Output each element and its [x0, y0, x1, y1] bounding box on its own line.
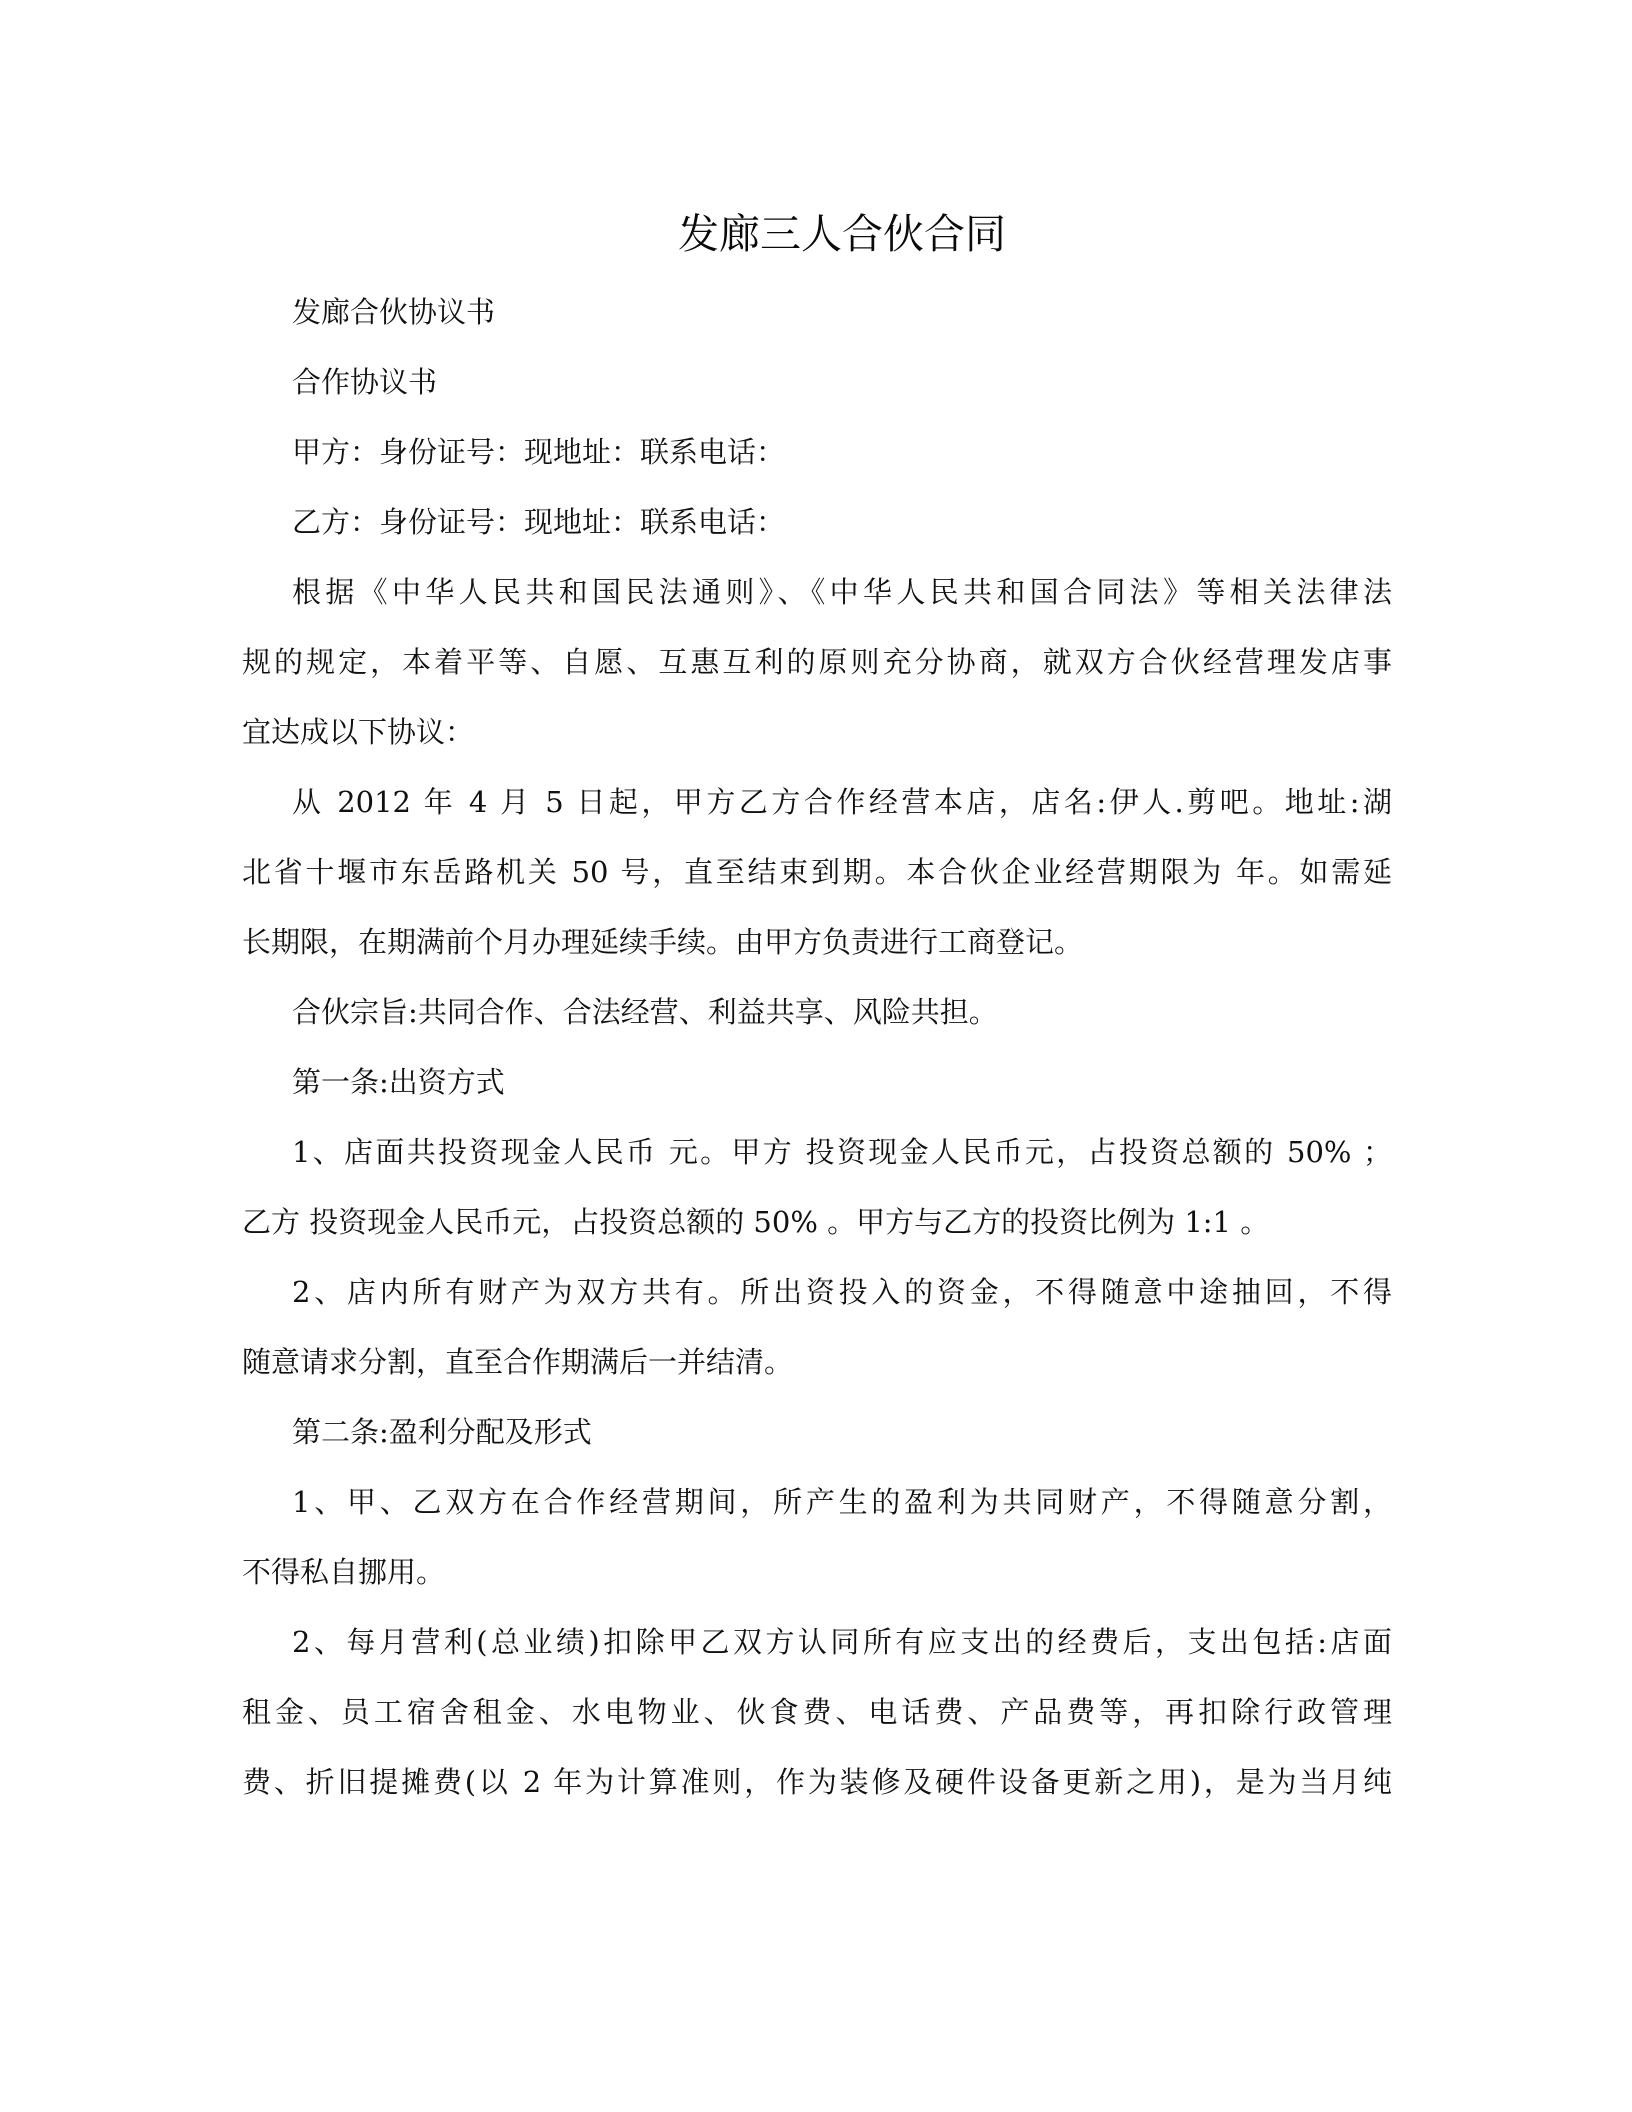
paragraph-line: 乙方 投资现金人民币元，占投资总额的 50% 。甲方与乙方的投资比例为 1:1 。 [242, 1205, 1270, 1239]
paragraph-line: 1、甲、乙双方在合作经营期间，所产生的盈利为共同财产，不得随意分割， [292, 1485, 1392, 1519]
paragraph-line: 长期限，在期满前个月办理延续手续。由甲方负责进行工商登记。 [242, 925, 1084, 959]
paragraph-line: 北省十堰市东岳路机关 50 号，直至结束到期。本合伙企业经营期限为 年。如需延 [242, 855, 1392, 889]
paragraph-line: 宜达成以下协议： [242, 715, 475, 749]
document-body [242, 288, 1392, 1828]
paragraph-line: 随意请求分割，直至合作期满后一并结清。 [242, 1345, 794, 1379]
paragraph-line: 1、店面共投资现金人民币 元。甲方 投资现金人民币元，占投资总额的 50% ； [292, 1135, 1392, 1169]
paragraph-line: 合伙宗旨:共同合作、合法经营、利益共享、风险共担。 [292, 995, 998, 1029]
paragraph-line: 2、店内所有财产为双方共有。所出资投入的资金，不得随意中途抽回，不得 [292, 1275, 1392, 1309]
paragraph-line: 租金、员工宿舍租金、水电物业、伙食费、电话费、产品费等，再扣除行政管理 [242, 1695, 1392, 1729]
paragraph-line: 2、每月营利(总业绩)扣除甲乙双方认同所有应支出的经费后，支出包括:店面 [292, 1625, 1392, 1659]
paragraph-line: 不得私自挪用。 [242, 1555, 446, 1589]
paragraph-line: 规的规定，本着平等、自愿、互惠互利的原则充分协商，就双方合伙经营理发店事 [242, 645, 1392, 679]
party-b-info-line: 乙方：身份证号：现地址：联系电话： [292, 505, 786, 539]
paragraph-line: 根据《中华人民共和国民法通则》、《中华人民共和国合同法》等相关法律法 [292, 575, 1392, 609]
section-heading: 第一条:出资方式 [292, 1065, 505, 1099]
paragraph-line: 发廊合伙协议书 [292, 295, 496, 329]
paragraph-line: 费、折旧提摊费(以 2 年为计算准则，作为装修及硬件设备更新之用)，是为当月纯 [242, 1765, 1392, 1799]
section-heading: 第二条:盈利分配及形式 [292, 1415, 592, 1449]
party-a-info-line: 甲方：身份证号：现地址：联系电话： [292, 435, 786, 469]
paragraph-line: 从 2012 年 4 月 5 日起，甲方乙方合作经营本店，店名:伊人.剪吧。地址:湖 [292, 785, 1392, 819]
document-title: 发廊三人合伙合同 [678, 210, 1006, 258]
paragraph-line: 合作协议书 [292, 365, 438, 399]
